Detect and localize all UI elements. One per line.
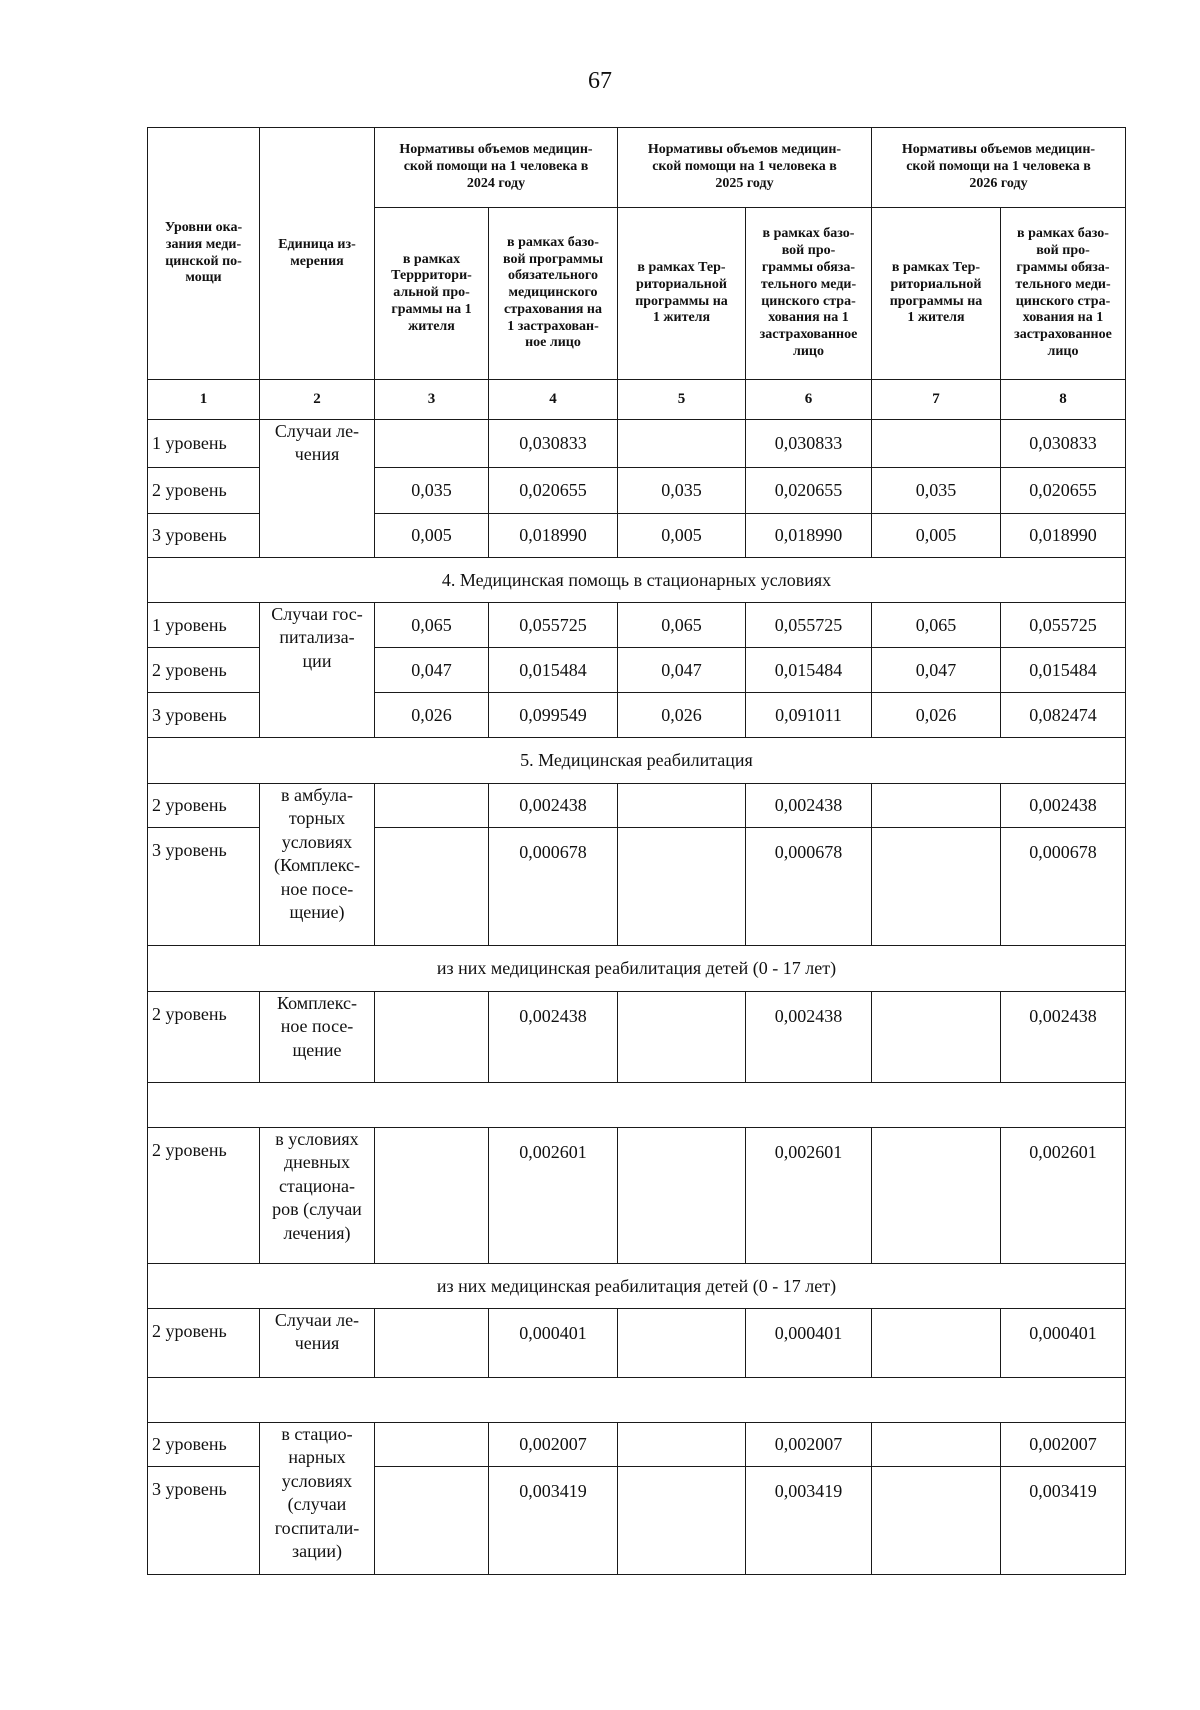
value-cell [618,420,746,468]
value-cell: 0,002438 [489,784,618,828]
value-cell: 0,015484 [489,648,618,693]
column-number: 6 [746,380,872,420]
value-cell: 0,005 [872,514,1001,558]
value-cell: 0,099549 [489,693,618,738]
section-row [148,738,1126,784]
level-cell: 3 уровень [148,693,260,738]
value-cell: 0,003419 [489,1467,618,1575]
value-cell: 0,065 [618,603,746,648]
section-title: из них медицинская реабилитация детей (0 - 17 лет) [148,1264,1126,1309]
table-row [148,992,1126,1083]
value-cell: 0,047 [872,648,1001,693]
value-cell: 0,047 [375,648,489,693]
header-group-2026: Нормативы объемов медицин- ской помощи на 1 человека в 2026 году [872,128,1126,208]
norms-table [147,127,1126,1575]
header-group-2024: Нормативы объемов медицин- ской помощи на 1 человека в 2024 году [375,128,618,208]
header-sub: в рамках базо- вой про- граммы обяза- тельного меди- цинского стра- хования на 1 застрахованное лицо [746,208,872,380]
value-cell: 0,000678 [746,828,872,946]
value-cell: 0,002438 [746,992,872,1083]
value-cell: 0,035 [618,468,746,514]
value-cell: 0,026 [375,693,489,738]
value-cell [872,1309,1001,1378]
column-number: 5 [618,380,746,420]
value-cell: 0,003419 [746,1467,872,1575]
unit-cell: Случаи ле- чения [260,1309,375,1378]
value-cell: 0,015484 [1001,648,1126,693]
value-cell [375,420,489,468]
column-number: 7 [872,380,1001,420]
value-cell: 0,018990 [489,514,618,558]
value-cell: 0,002601 [1001,1128,1126,1264]
value-cell [872,1423,1001,1467]
value-cell: 0,055725 [1001,603,1126,648]
unit-cell: в условиях дневных стационa- ров (случаи лечения) [260,1128,375,1264]
value-cell: 0,000401 [489,1309,618,1378]
value-cell [375,1128,489,1264]
value-cell: 0,026 [618,693,746,738]
header-sub: в рамках базо- вой программы обязательного медицинского страхования на 1 застрахован- ное лицо [489,208,618,380]
column-numbers-row [148,380,1126,420]
table-row [148,1128,1126,1264]
section-row [148,1378,1126,1423]
value-cell: 0,020655 [489,468,618,514]
column-number: 2 [260,380,375,420]
value-cell [618,1467,746,1575]
table-row [148,420,1126,468]
empty-section [148,1083,1126,1128]
level-cell: 3 уровень [148,514,260,558]
header-group-2025: Нормативы объемов медицин- ской помощи на 1 человека в 2025 году [618,128,872,208]
value-cell: 0,000678 [489,828,618,946]
header-sub: в рамках Террритори- альной про- граммы на 1 жителя [375,208,489,380]
level-cell: 2 уровень [148,784,260,828]
table-row [148,784,1126,828]
value-cell: 0,002007 [1001,1423,1126,1467]
value-cell: 0,005 [375,514,489,558]
page-number: 67 [588,68,612,94]
table-row [148,1423,1126,1467]
header-sub: в рамках Тер- риториальной программы на 1 жителя [618,208,746,380]
value-cell: 0,002438 [1001,992,1126,1083]
section-row [148,1083,1126,1128]
value-cell: 0,020655 [1001,468,1126,514]
value-cell [375,1423,489,1467]
table-row [148,603,1126,648]
value-cell [872,420,1001,468]
value-cell: 0,002601 [489,1128,618,1264]
header-row-groups [148,128,1126,208]
section-title: 4. Медицинская помощь в стационарных условиях [148,558,1126,603]
value-cell [375,1309,489,1378]
level-cell: 2 уровень [148,1128,260,1264]
header-sub: в рамках Тер- риториальной программы на 1 жителя [872,208,1001,380]
section-title: 5. Медицинская реабилитация [148,738,1126,784]
value-cell: 0,003419 [1001,1467,1126,1575]
level-cell: 3 уровень [148,1467,260,1575]
value-cell: 0,055725 [746,603,872,648]
value-cell: 0,000401 [746,1309,872,1378]
level-cell: 2 уровень [148,1309,260,1378]
level-cell: 1 уровень [148,420,260,468]
value-cell: 0,002438 [1001,784,1126,828]
header-unit: Единица из- мерения [260,128,375,380]
value-cell: 0,005 [618,514,746,558]
level-cell: 2 уровень [148,648,260,693]
level-cell: 2 уровень [148,1423,260,1467]
value-cell: 0,002438 [746,784,872,828]
value-cell [618,828,746,946]
header-levels: Уровни ока- зания меди- цинской по- мощи [148,128,260,380]
value-cell: 0,082474 [1001,693,1126,738]
value-cell: 0,015484 [746,648,872,693]
value-cell: 0,018990 [1001,514,1126,558]
value-cell: 0,018990 [746,514,872,558]
unit-cell: Комплекс- ное посе- щение [260,992,375,1083]
value-cell: 0,065 [872,603,1001,648]
empty-section [148,1378,1126,1423]
column-number: 3 [375,380,489,420]
value-cell: 0,065 [375,603,489,648]
level-cell: 3 уровень [148,828,260,946]
value-cell [618,784,746,828]
value-cell: 0,020655 [746,468,872,514]
value-cell: 0,030833 [489,420,618,468]
section-row [148,946,1126,992]
value-cell: 0,030833 [1001,420,1126,468]
level-cell: 1 уровень [148,603,260,648]
value-cell: 0,035 [872,468,1001,514]
value-cell [375,992,489,1083]
value-cell [618,992,746,1083]
header-sub: в рамках базо- вой про- граммы обяза- тельного меди- цинского стра- хования на 1 застрахованное лицо [1001,208,1126,380]
column-number: 8 [1001,380,1126,420]
value-cell: 0,002438 [489,992,618,1083]
table-row [148,1309,1126,1378]
value-cell: 0,002007 [489,1423,618,1467]
value-cell: 0,047 [618,648,746,693]
value-cell [872,784,1001,828]
unit-cell: Случаи гос- питализа- ции [260,603,375,738]
value-cell: 0,091011 [746,693,872,738]
section-row [148,1264,1126,1309]
value-cell [872,828,1001,946]
value-cell: 0,026 [872,693,1001,738]
section-row [148,558,1126,603]
unit-cell: в амбула- торных условиях (Комплекс- ное посе- щение) [260,784,375,946]
value-cell [872,1128,1001,1264]
value-cell [618,1309,746,1378]
value-cell: 0,030833 [746,420,872,468]
section-title: из них медицинская реабилитация детей (0 - 17 лет) [148,946,1126,992]
column-number: 1 [148,380,260,420]
value-cell [618,1128,746,1264]
level-cell: 2 уровень [148,992,260,1083]
level-cell: 2 уровень [148,468,260,514]
value-cell [618,1423,746,1467]
value-cell: 0,000678 [1001,828,1126,946]
unit-cell: Случаи ле- чения [260,420,375,558]
value-cell [375,828,489,946]
value-cell [375,784,489,828]
unit-cell: в стацио- нарных условиях (случаи госпитали- зации) [260,1423,375,1575]
value-cell [872,1467,1001,1575]
value-cell [375,1467,489,1575]
value-cell: 0,002601 [746,1128,872,1264]
value-cell: 0,055725 [489,603,618,648]
value-cell: 0,000401 [1001,1309,1126,1378]
value-cell: 0,035 [375,468,489,514]
column-number: 4 [489,380,618,420]
value-cell: 0,002007 [746,1423,872,1467]
value-cell [872,992,1001,1083]
